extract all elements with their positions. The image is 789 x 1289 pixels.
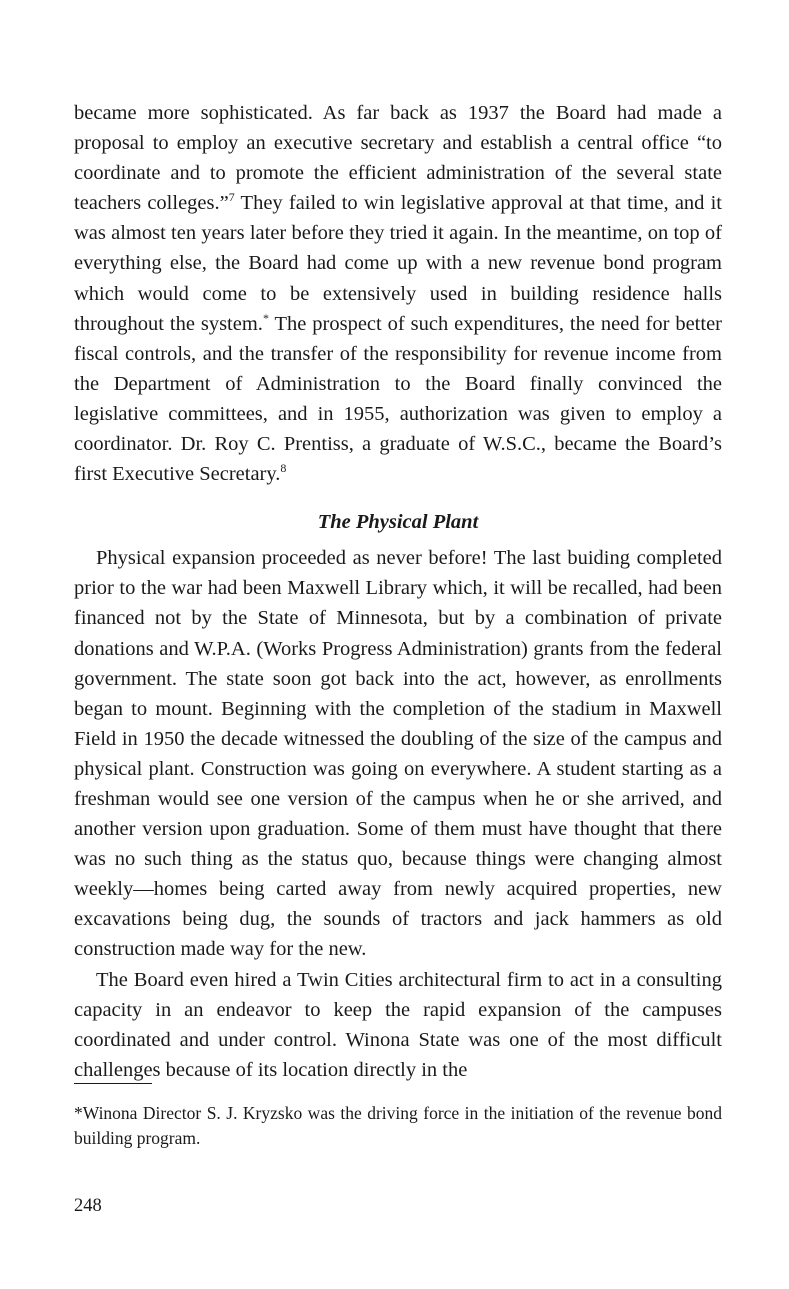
paragraph-1-text-c: The prospect of such expenditures, the need for better fiscal controls, and the transfer of the responsibility for revenue income from the Department of Administration to the Board finally convinced the legislative committees, and in 1955, authorization was given to employ a coordinator. Dr. Roy C. Prentiss, a graduate of W.S.C., became the Board’s first Executive Secretary.	[74, 312, 723, 486]
paragraph-1-text-b: They failed to win legislative approval at that time, and it was almost ten years later before they tried it again. In the meantime, on top of everything else, the Board had come up with a new revenue bond program which would come to be extensively used in building residence halls throughout the system.	[74, 192, 722, 335]
footnote-rule	[74, 1083, 152, 1084]
paragraph-2: Physical expansion proceeded as never before! The last buiding completed prior to the war had been Maxwell Library which, it will be recalled, had been financed not by the State of Minnesota, but by a combination of private donations and W.P.A. (Works Progress Administration) grants from the federal government. The state soon got back into the act, however, as enrollments began to mount. Beginning with the completion of the stadium in Maxwell Field in 1950 the decade witnessed the doubling of the size of the campus and physical plant. Construction was going on everywhere. A student starting as a freshman would see one version of the campus when he or she arrived, and another version upon graduation. Some of them must have thought that there was no such thing as the status quo, because things were changing almost weekly—homes being carted away from newly acquired properties, new excavations being dug, the sounds of tractors and jack hammers as old construction made way for the new.	[74, 547, 722, 961]
footnote-ref-8: 8	[280, 461, 287, 476]
footnote-ref-star: *	[262, 310, 269, 325]
footnote-marker: *	[74, 1103, 83, 1123]
footnote-text: Winona Director S. J. Kryzsko was the driving force in the initiation of the revenue bond building program.	[74, 1103, 722, 1148]
page-number: 248	[74, 1196, 102, 1216]
section-heading: The Physical Plant	[317, 511, 479, 534]
footnote-ref-7: 7	[228, 190, 235, 205]
paragraph-1	[74, 98, 722, 489]
paragraph-3: The Board even hired a Twin Cities architectural firm to act in a consulting capacity in an endeavor to keep the rapid expansion of the campuses coordinated and under control. Winona State was one of the most difficult challenges because of its location directly in the	[74, 968, 722, 1081]
paragraph-1-text-a: became more sophisticated. As far back as 1937 the Board had made a proposal to employ an executive secretary and establish a central office “to coordinate and to promote the efficient administration of the several state teachers colleges.”	[74, 102, 722, 215]
page-body	[74, 98, 722, 1085]
footnote	[74, 1101, 722, 1151]
